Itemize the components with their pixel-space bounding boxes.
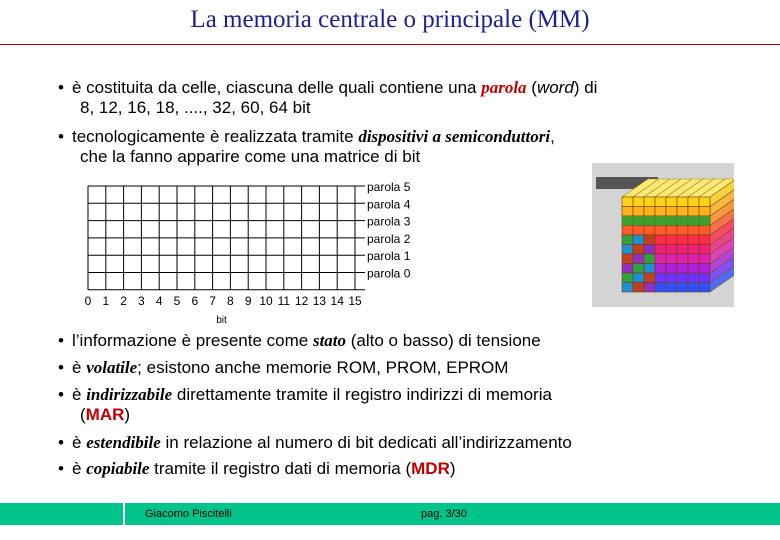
title-divider — [0, 44, 780, 45]
cube-front-cell — [622, 197, 633, 207]
cube-front-cell — [677, 197, 688, 207]
cube-front-cell — [677, 235, 688, 245]
cube-front-cell — [699, 283, 710, 293]
cube-front-cell — [644, 235, 655, 245]
cube-front-cell — [666, 254, 677, 264]
bit-matrix-diagram — [80, 178, 460, 326]
cube-front-cell — [655, 264, 666, 274]
cube-front-cell — [633, 207, 644, 217]
bullet-text: è — [72, 433, 87, 452]
term-parola: parola — [481, 78, 527, 97]
cube-front-cell — [655, 226, 666, 236]
bullet-dot: • — [58, 78, 64, 97]
grid-row-label: parola 4 — [367, 197, 411, 212]
cube-front-cell — [699, 264, 710, 274]
bullet-continuation: che la fanno apparire come una matrice di bit — [80, 147, 421, 166]
bullet-text-end: direttamente tramite il registro indirizzi di memoria — [172, 385, 552, 404]
cube-front-cell — [688, 235, 699, 245]
bullet-text: tecnologicamente è realizzata tramite — [72, 127, 359, 146]
term-dispositivi: dispositivi a semiconduttori — [358, 127, 551, 146]
term-indirizzabile: indirizzabile — [86, 385, 173, 404]
cube-front-cell — [644, 245, 655, 255]
bullet-copiabile — [58, 459, 718, 479]
cube-front-cell — [677, 264, 688, 274]
cube-front-cell — [677, 245, 688, 255]
cube-front-cell — [688, 245, 699, 255]
cube-front-cell — [644, 264, 655, 274]
grid-axis-label: bit — [216, 314, 227, 326]
grid-bit-label: 0 — [84, 293, 92, 308]
paren: ( — [80, 405, 86, 424]
cube-front-cell — [655, 254, 666, 264]
cube-front-cell — [677, 254, 688, 264]
bullet-text: l’informazione è presente come — [72, 331, 313, 350]
cube-front-cell — [633, 264, 644, 274]
bullet-technology — [58, 127, 718, 167]
grid-bit-label: 12 — [294, 293, 309, 308]
cube-front-cell — [677, 283, 688, 293]
grid-row-label: parola 0 — [367, 266, 411, 281]
grid-row-label: parola 2 — [367, 231, 411, 246]
cube-front-cell — [666, 235, 677, 245]
grid-bit-label: 13 — [312, 293, 327, 308]
bullet-cells — [58, 78, 718, 118]
cube-front-cell — [699, 197, 710, 207]
cube-front-cell — [622, 207, 633, 217]
cube-front-cell — [666, 226, 677, 236]
bullet-continuation: 8, 12, 16, 18, ...., 32, 60, 64 bit — [80, 98, 311, 117]
paren: ( — [526, 78, 537, 97]
grid-bit-label: 7 — [209, 293, 216, 308]
cube-front-cell — [688, 273, 699, 283]
cube-front-cell — [622, 245, 633, 255]
cube-front-cell — [666, 245, 677, 255]
cube-front-cell — [655, 283, 666, 293]
cube-front-cell — [633, 226, 644, 236]
cube-front-cell — [688, 207, 699, 217]
cube-front-cell — [655, 197, 666, 207]
bullet-text-end: ; esistono anche memorie ROM, PROM, EPROM — [137, 358, 509, 377]
cube-front-cell — [644, 273, 655, 283]
cube-front-cell — [633, 245, 644, 255]
cube-front-cell — [644, 226, 655, 236]
cube-front-cell — [622, 226, 633, 236]
cube-front-cell — [699, 226, 710, 236]
cube-front-cell — [688, 226, 699, 236]
cube-front-cell — [688, 254, 699, 264]
bullet-dot: • — [58, 127, 64, 146]
cube-front-cell — [633, 197, 644, 207]
bullet-text-end: in relazione al numero di bit dedicati all’indirizzamento — [160, 433, 572, 452]
grid-bit-label: 15 — [348, 293, 362, 308]
cube-front-cell — [655, 273, 666, 283]
grid-bit-label: 1 — [102, 293, 110, 308]
grid-bit-label: 10 — [259, 293, 273, 308]
cube-front-cell — [622, 264, 633, 274]
bullet-estendibile — [58, 433, 718, 453]
term-mdr: MDR — [411, 459, 450, 478]
cube-front-cell — [622, 273, 633, 283]
cube-front-cell — [644, 207, 655, 217]
cube-front-cell — [677, 273, 688, 283]
paren: ) — [124, 405, 131, 424]
grid-bit-label: 3 — [138, 293, 145, 308]
bullet-text: è — [72, 459, 87, 478]
cube-front-cell — [699, 273, 710, 283]
term-mar: MAR — [85, 405, 125, 424]
bullet-dot: • — [58, 459, 64, 478]
cube-front-cell — [644, 197, 655, 207]
term-estendibile: estendibile — [86, 433, 161, 452]
bullet-text-end: , — [550, 127, 555, 146]
cube-front-cell — [655, 207, 666, 217]
cube-front-cell — [666, 273, 677, 283]
cube-front-cell — [633, 283, 644, 293]
bullet-text-end: ) di — [573, 78, 598, 97]
cube-highlighted-word — [622, 216, 710, 226]
footer-author: Giacomo Piscitelli — [145, 508, 232, 520]
grid-bit-label: 6 — [191, 293, 199, 308]
memory-cube-illustration — [592, 163, 734, 307]
cube-front-cell — [688, 197, 699, 207]
bullet-text: è costituita da celle, ciascuna delle quali contiene una — [72, 78, 482, 97]
cube-front-cell — [633, 235, 644, 245]
footer-divider — [123, 503, 125, 525]
bullet-dot: • — [58, 358, 64, 377]
bullet-text: è — [72, 385, 87, 404]
cube-front-cell — [666, 207, 677, 217]
bullet-text-end: ) — [449, 459, 456, 478]
grid-bit-label: 2 — [120, 293, 127, 308]
bullet-stato — [58, 331, 718, 351]
cube-front-cell — [699, 235, 710, 245]
grid-row-label: parola 1 — [367, 249, 411, 264]
memory-cube-image — [592, 163, 734, 307]
cube-front-cell — [633, 254, 644, 264]
cube-front-cell — [699, 254, 710, 264]
cube-front-cell — [688, 283, 699, 293]
bullet-text: è — [72, 358, 87, 377]
bullet-dot: • — [58, 385, 64, 404]
bullet-volatile — [58, 358, 718, 378]
bullet-text-end: (alto o basso) di tensione — [346, 331, 541, 350]
cube-front-cell — [666, 283, 677, 293]
grid-row-label: parola 5 — [367, 180, 411, 194]
grid-bit-label: 8 — [227, 293, 234, 308]
cube-front-cell — [699, 207, 710, 217]
term-copiabile: copiabile — [86, 459, 150, 478]
bullet-text-mid: tramite il registro dati di memoria ( — [149, 459, 412, 478]
grid-bit-label: 9 — [244, 293, 252, 308]
term-word: word — [536, 78, 574, 97]
footer-page-number: pag. 3/30 — [421, 508, 467, 520]
cube-front-cell — [677, 226, 688, 236]
cube-front-cell — [666, 264, 677, 274]
footer-bar — [0, 503, 780, 525]
bullet-indirizzabile — [58, 385, 718, 425]
cube-front-cell — [666, 197, 677, 207]
cube-front-cell — [644, 283, 655, 293]
term-stato: stato — [312, 331, 347, 350]
bullet-dot: • — [58, 433, 64, 452]
grid-bit-label: 14 — [330, 293, 344, 308]
cube-front-cell — [655, 235, 666, 245]
cube-front-cell — [622, 235, 633, 245]
grid-bit-label: 5 — [173, 293, 181, 308]
cube-front-cell — [622, 283, 633, 293]
slide-title: La memoria centrale o principale (MM) — [190, 6, 590, 33]
cube-front-cell — [699, 245, 710, 255]
term-volatile: volatile — [86, 358, 138, 377]
grid-bit-label: 11 — [277, 293, 291, 308]
cube-front-cell — [622, 254, 633, 264]
grid-row-label: parola 3 — [367, 214, 411, 229]
bullet-dot: • — [58, 331, 64, 350]
grid-bit-label: 4 — [155, 293, 163, 308]
cube-front-cell — [655, 245, 666, 255]
cube-front-cell — [633, 273, 644, 283]
cube-front-cell — [688, 264, 699, 274]
cube-front-cell — [644, 254, 655, 264]
cube-front-cell — [677, 207, 688, 217]
